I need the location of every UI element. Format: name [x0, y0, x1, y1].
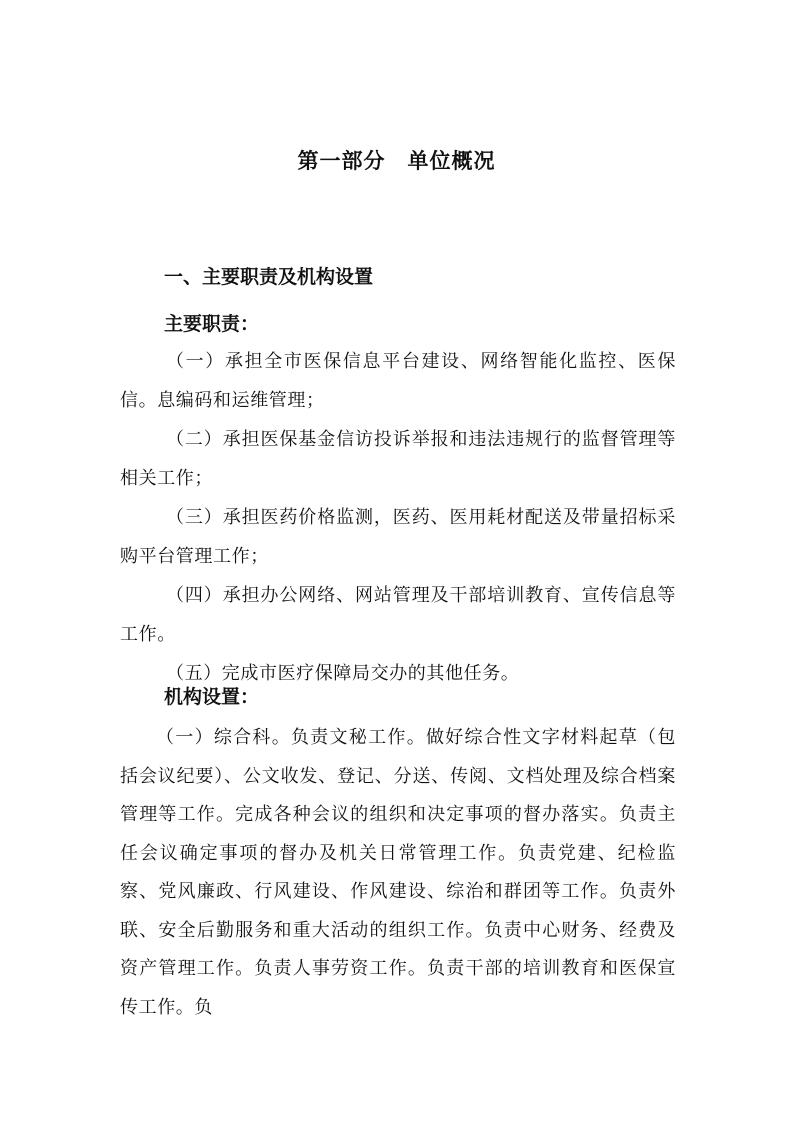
duty-item-5: （五）完成市医疗保障局交办的其他任务。 — [166, 663, 520, 684]
duty-item-2: （二）承担医保基金信访投诉举报和违法违规行的监督管理等相关工作； — [120, 429, 676, 489]
duty-item-4: （四）承担办公网络、网站管理及干部培训教育、宣传信息等工作。 — [120, 585, 676, 645]
duty-item-1: （一）承担全市医保信息平台建设、网络智能化监控、医保信。息编码和运维管理； — [120, 351, 676, 411]
duty-item-3: （三）承担医药价格监测，医药、医用耗材配送及带量招标采购平台管理工作； — [120, 507, 676, 567]
duties-heading: 主要职责： — [164, 313, 260, 335]
org-paragraph: （一）综合科。负责文秘工作。做好综合性文字材料起草（包括会议纪要）、公文收发、登记、分送、传阅、文档处理及综合档案管理等工作。完成各种会议的组织和决定事项的督办落实。负责主任会议确定事项的督办及机关日常管理工作。负责党建、纪检监察、党风廉政、行风建设、作风建设、综治和群团等工作。负责外联、安全后勤服务和重大活动的组织工作。负责中心财务、经费及资产管理工作。负责人事劳资工作。负责干部的培训教育和医保宣传工作。负 — [120, 727, 676, 1018]
page-title: 第一部分 单位概况 — [297, 148, 496, 173]
section-heading: 一、主要职责及机构设置 — [164, 266, 374, 288]
org-heading: 机构设置： — [164, 686, 260, 708]
